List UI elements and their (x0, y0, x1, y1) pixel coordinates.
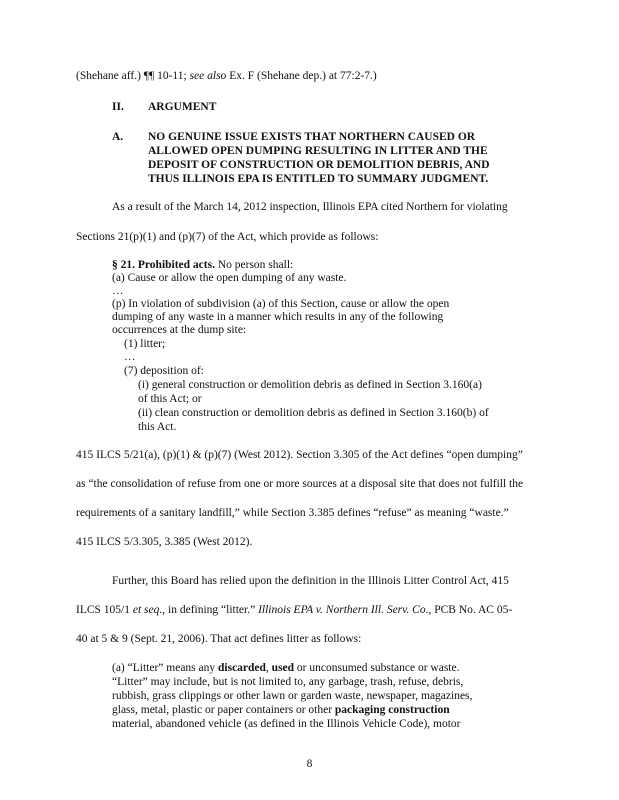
case-name-italic: Illinois EPA v. Northern Ill. Serv. Co. (258, 604, 429, 616)
statute-section-bold: § 21. Prohibited acts. (112, 259, 215, 271)
section-heading: ARGUMENT (148, 101, 217, 113)
body-line: 415 ILCS 5/3.305, 3.385 (West 2012). (76, 536, 253, 548)
quote-line (112, 703, 450, 717)
quote-line (112, 661, 459, 675)
statute-section-rest: No person shall: (214, 259, 294, 271)
citation-text-end: Ex. F (Shehane dep.) at 77:2-7.) (226, 70, 377, 82)
body-line: Sections 21(p)(1) and (p)(7) of the Act, which provide as follows: (76, 231, 379, 243)
section-number: II. (112, 101, 124, 113)
quote-line: occurrences at the dump site: (112, 324, 247, 336)
subsection-heading-line: ALLOWED OPEN DUMPING RESULTING IN LITTER AND THE (148, 145, 488, 157)
subsection-heading-line: NO GENUINE ISSUE EXISTS THAT NORTHERN CAUSED OR (148, 131, 476, 143)
quote-ellipsis: … (112, 285, 124, 297)
quote-bold: used (271, 662, 295, 674)
body-line-citation (76, 603, 512, 617)
et-seq-italic: et seq. (132, 604, 163, 616)
quote-line: dumping of any waste in a manner which results in any of the following (112, 311, 444, 323)
subsection-heading-line: THUS ILLINOIS EPA IS ENTITLED TO SUMMARY JUDGMENT. (148, 173, 489, 185)
quote-line: rubbish, grass clippings or other lawn or garden waste, newspaper, magazines, (112, 690, 473, 702)
quote-line: of this Act; or (138, 393, 202, 405)
quote-bold: discarded (218, 662, 266, 674)
page-number: 8 (306, 758, 313, 770)
statute-section-title (112, 258, 293, 272)
quote-line: (ii) clean construction or demolition debris as defined in Section 3.160(b) of (138, 407, 489, 419)
citation-part: , PCB No. AC 05- (428, 604, 513, 616)
body-line: requirements of a sanitary landfill,” while Section 3.385 defines “refuse” as meaning “waste.” (76, 507, 509, 519)
body-line: as “the consolidation of refuse from one or more sources at a disposal site that does not fulfill the (76, 478, 524, 490)
body-line: 40 at 5 & 9 (Sept. 21, 2006). That act defines litter as follows: (76, 633, 362, 645)
citation-line (76, 69, 377, 83)
citation-part: , in defining “litter.” (162, 604, 259, 616)
quote-line: (7) deposition of: (124, 365, 204, 377)
quote-line: (i) general construction or demolition debris as defined in Section 3.160(a) (138, 379, 482, 391)
subsection-letter: A. (112, 131, 124, 143)
quote-line: (a) Cause or allow the open dumping of any waste. (112, 272, 347, 284)
quote-text: glass, metal, plastic or paper containers or other (112, 704, 335, 716)
quote-line: (1) litter; (124, 338, 166, 350)
quote-bold: packaging construction (334, 704, 450, 716)
citation-text: (Shehane aff.) ¶¶ 10-11; (76, 70, 190, 82)
quote-text: or unconsumed substance or waste. (294, 662, 460, 674)
citation-part: ILCS 105/1 (76, 604, 133, 616)
body-line: 415 ILCS 5/21(a), (p)(1) & (p)(7) (West 2012). Section 3.305 of the Act defines “open dumping” (76, 449, 523, 461)
quote-line: this Act. (138, 421, 177, 433)
subsection-heading-line: DEPOSIT OF CONSTRUCTION OR DEMOLITION DEBRIS, AND (148, 159, 490, 171)
quote-text: (a) “Litter” means any (112, 662, 218, 674)
quote-line: (p) In violation of subdivision (a) of this Section, cause or allow the open (112, 298, 450, 310)
quote-line: material, abandoned vehicle (as defined in the Illinois Vehicle Code), motor (112, 718, 461, 730)
body-line: Further, this Board has relied upon the definition in the Illinois Litter Control Act, 415 (112, 575, 509, 587)
quote-line: “Litter” may include, but is not limited to, any garbage, trash, refuse, debris, (112, 676, 464, 688)
see-also-italic: see also (189, 70, 227, 82)
body-line: As a result of the March 14, 2012 inspection, Illinois EPA cited Northern for violating (112, 201, 508, 213)
quote-ellipsis: … (124, 351, 136, 363)
quote-text: , (265, 662, 272, 674)
